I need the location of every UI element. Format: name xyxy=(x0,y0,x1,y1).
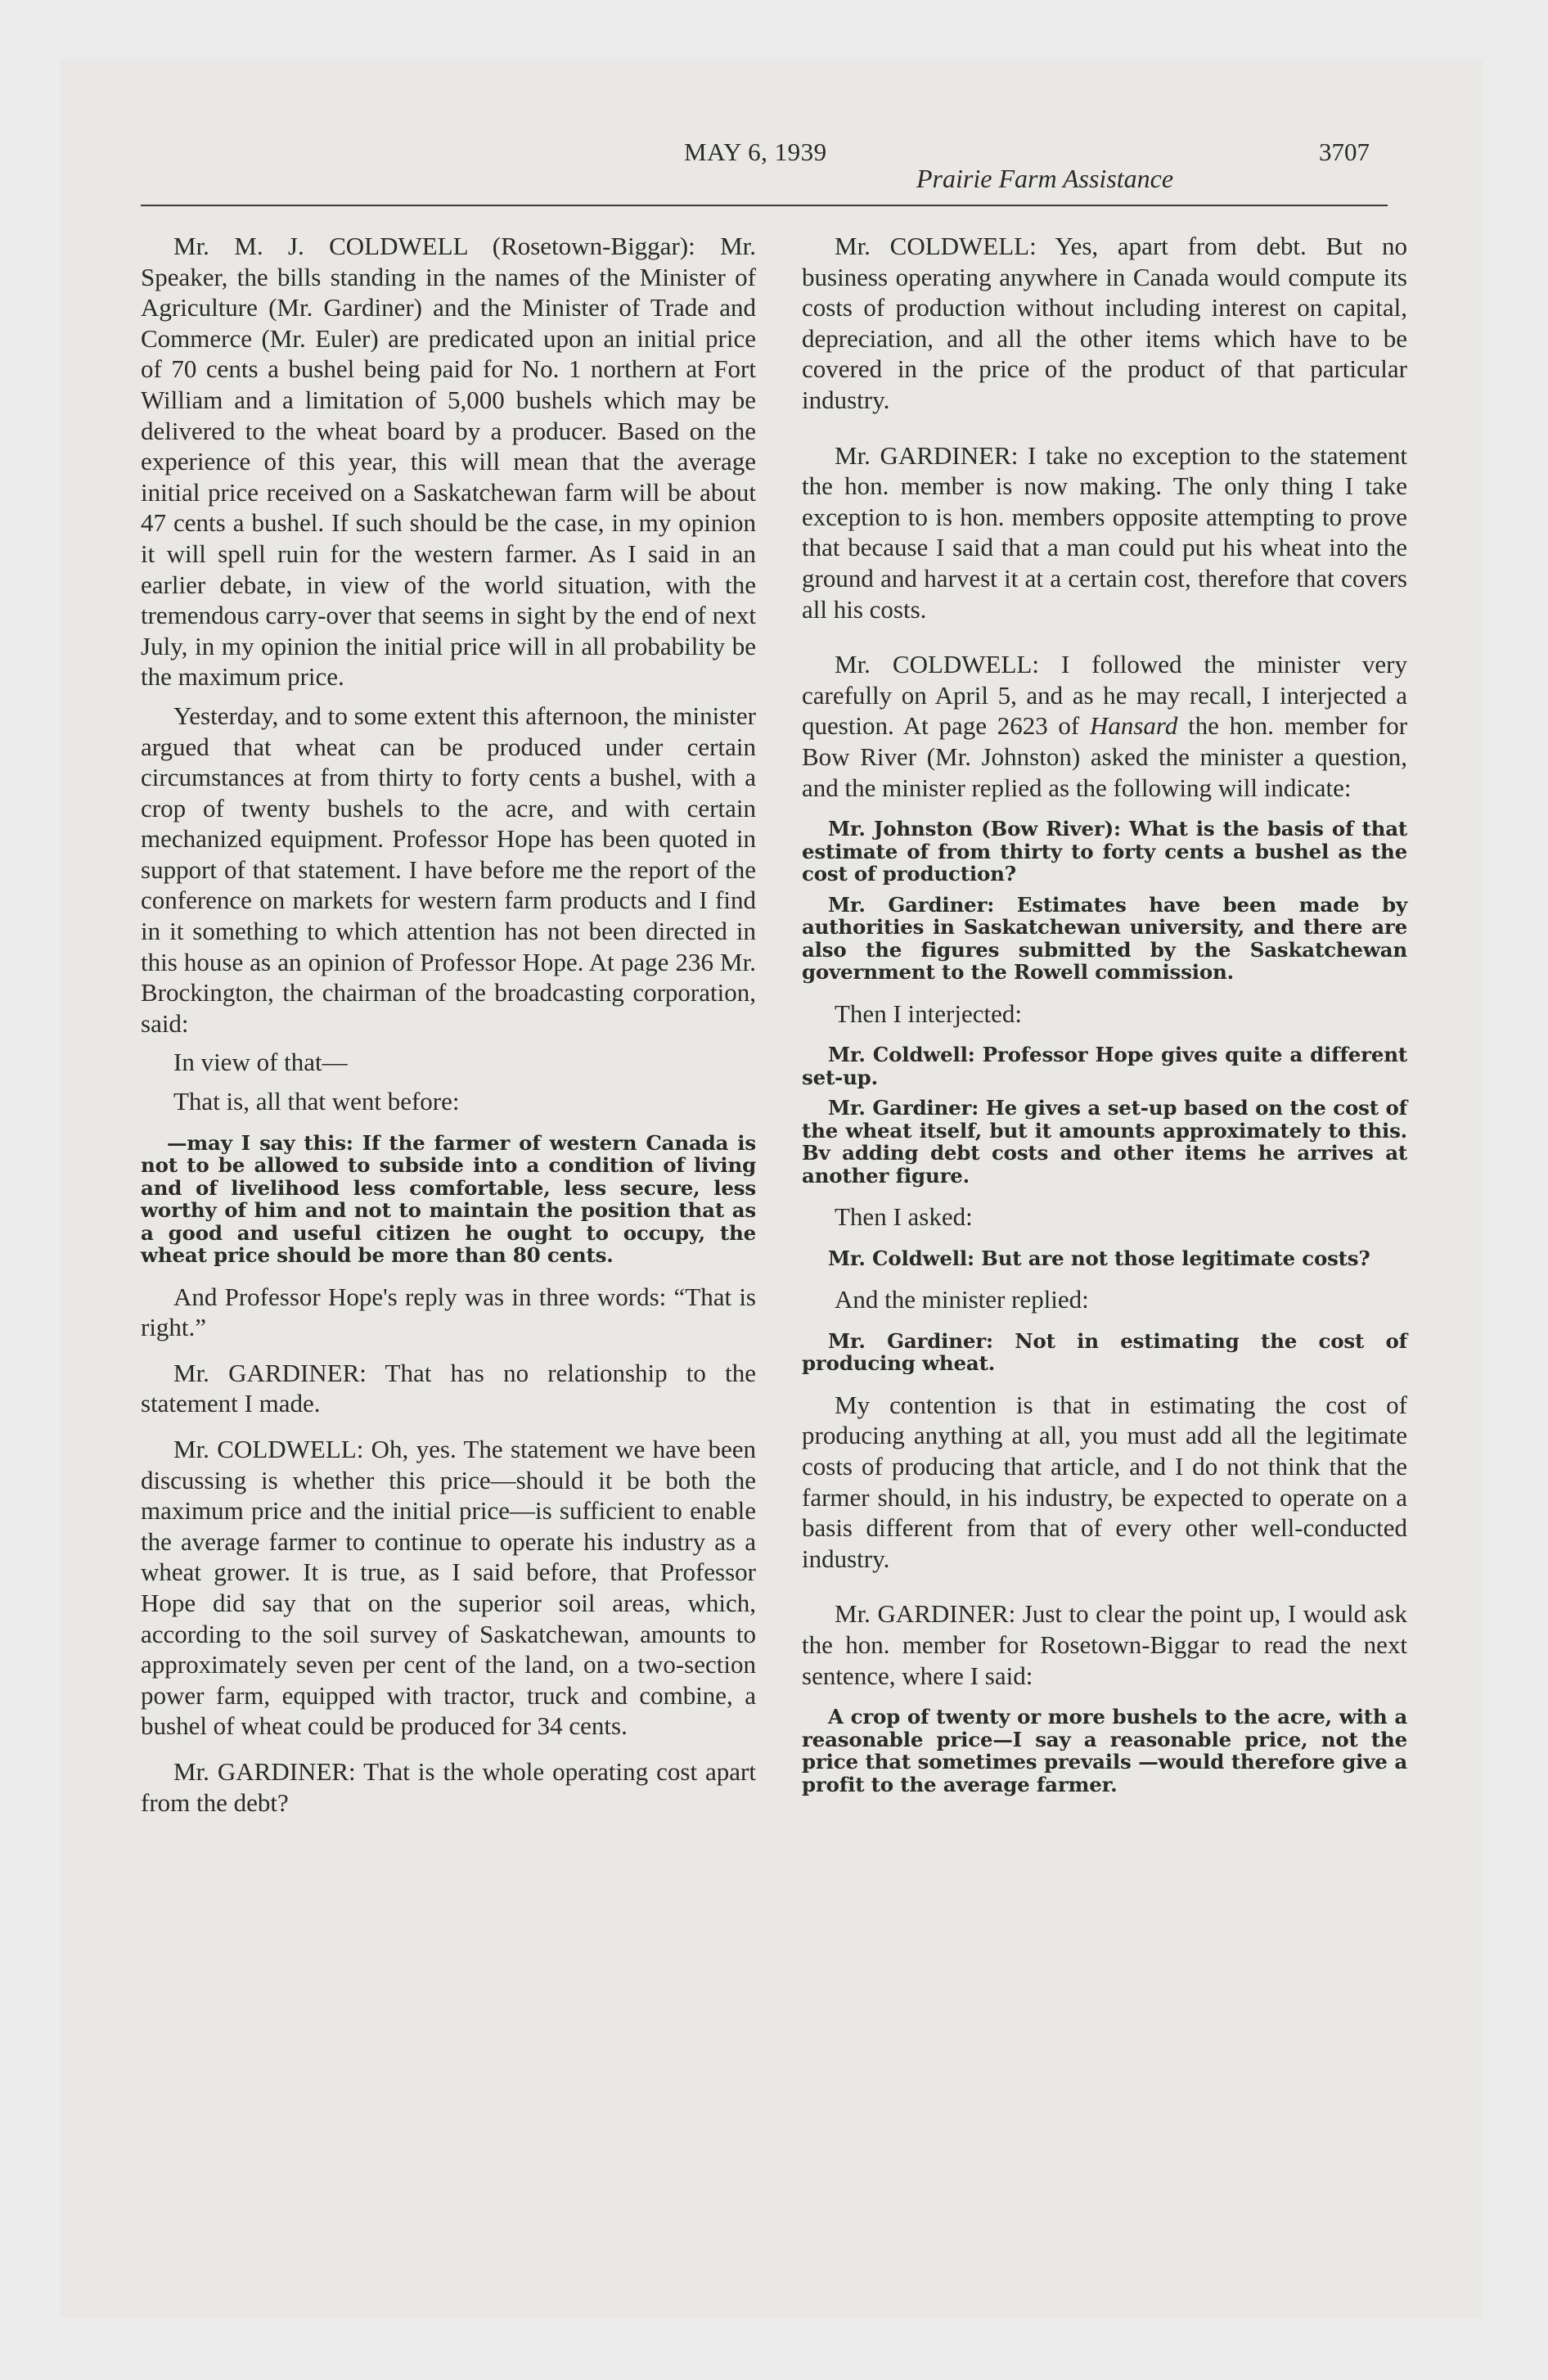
speech-text: Mr. Speaker, the bills standing in the names of the Minister of Agriculture (Mr. Gardiner) and the Minister of Trade and Commerce (Mr. Euler) are predicated upon an initial price of 70 cents a bushel being paid for No. 1 northern at Fort William and a limitation of 5,000 bushels which may be delivered to the wheat board by a producer. Based on the experience of this year, this will mean that the average initial price received on a Saskatchewan farm will be about 47 cents a bushel. If such should be the case, in my opinion it will spell ruin for the western farmer. As I said in an earlier debate, in view of the world situation, with the tremendous carry-over that seems in sight by the end of next July, in my opinion the initial price will in all probability be the maximum price. xyxy=(141,232,756,692)
speech-paragraph xyxy=(802,649,1407,803)
speech-paragraph: Yesterday, and to some extent this afternoon, the minister argued that wheat can be produced under certain circumstances at from thirty to forty cents a bushel, with a crop of twenty bushels to the acre, and with certain mechanized equipment. Professor Hope has been quoted in support of that statement. I have before me the report of the conference on markets for western farm products and I find in it something to which attention has not been directed in this house as an opinion of Professor Hope. At page 236 Mr. Brockington, the chairman of the broadcasting corporation, said: xyxy=(141,701,756,1038)
narrative-line: And the minister replied: xyxy=(835,1285,1089,1314)
quoted-passage: —may I say this: If the farmer of western Canada is not to be allowed to subside into a condition of living and of livelihood less comfortable, less secure, less worthy of him and not to maintain the position that as a good and useful citizen he ought to occupy, the wheat price should be more than 80 cents. xyxy=(141,1130,756,1268)
header-page-number: 3707 xyxy=(1319,137,1370,166)
header-rule xyxy=(141,205,1388,206)
quoted-passage: Mr. Coldwell: But are not those legitimate costs? xyxy=(828,1246,1370,1270)
speech-paragraph: And Professor Hope's reply was in three words: “That is right.” xyxy=(141,1282,756,1342)
right-column xyxy=(802,231,1407,1796)
speech-text: the hon. member for Bow River (Mr. Johnston) asked the minister a question, and the minister replied as the following will indicate: xyxy=(802,711,1408,802)
speech-paragraph xyxy=(141,1358,756,1419)
speech-text: I take no exception to the statement the hon. member is now making. The only thing I take exception to is hon. members opposite attempting to prove that because I said that a man could put his wheat into the ground and harvest it at a certain cost, therefore that covers all his costs. xyxy=(802,440,1408,624)
quoted-passage: A crop of twenty or more bushels to the acre, with a reasonable price—I say a reasonable price, not the price that sometimes prevails —would therefore give a profit to the average farmer. xyxy=(802,1705,1407,1796)
narrative-line: That is, all that went before: xyxy=(173,1087,460,1116)
speech-paragraph xyxy=(141,1434,756,1742)
speech-text: I followed the minister very carefully on April 5, and as he may recall, I interjected a question. At page 2623 of xyxy=(802,650,1408,741)
speaker-name: Mr. COLDWELL: xyxy=(835,232,1037,260)
speech-text: Oh, yes. The statement we have been discussing is whether this price—should it be both the maximum price and the initial price—is sufficient to enable the average farmer to continue to operate his industry as a wheat grower. It is true, as I said before, that Professor Hope did say that on the superior soil areas, which, according to the soil survey of Saskatchewan, amounts to approximately seven per cent of the land, on a two-section power farm, equipped with tractor, truck and combine, a bushel of wheat could be produced for 34 cents. xyxy=(141,1435,756,1741)
speaker-name: Mr. GARDINER: xyxy=(835,1599,1016,1629)
narrative-line: Then I interjected: xyxy=(835,998,1022,1028)
speech-text: That has no relationship to the statement I made. xyxy=(141,1358,756,1418)
speaker-name: Mr. COLDWELL: xyxy=(173,1435,364,1463)
speaker-name: Mr. GARDINER: xyxy=(173,1756,356,1786)
header-date: MAY 6, 1939 xyxy=(684,137,827,166)
narrative-line: Then I asked: xyxy=(835,1202,973,1232)
speaker-name: Mr. GARDINER: xyxy=(835,440,1019,470)
quoted-passage: Mr. Coldwell: Professor Hope gives quite a different set-up. xyxy=(802,1043,1407,1089)
header-topic: Prairie Farm Assistance xyxy=(916,164,1174,193)
speech-text: Just to clear the point up, I would ask the hon. member for Rosetown-Biggar to read the next sentence, where I said: xyxy=(802,1599,1408,1690)
speech-paragraph xyxy=(802,231,1407,416)
quoted-passage: Mr. Gardiner: Not in estimating the cost of producing wheat. xyxy=(802,1328,1407,1376)
speaker-name: Mr. GARDINER: xyxy=(173,1358,367,1387)
speech-paragraph xyxy=(141,1756,756,1818)
quoted-passage: Mr. Johnston (Bow River): What is the basis of that estimate of from thirty to forty cents a bushel as the cost of production? xyxy=(802,817,1407,886)
speech-paragraph: My contention is that in estimating the cost of producing anything at all, you must add all the legitimate costs of producing that article, and I do not think that the farmer should, in his industry, be expected to operate on a basis different from that of every other well-conducted industry. xyxy=(802,1390,1407,1573)
speech-paragraph xyxy=(802,1598,1407,1691)
speaker-name: Mr. M. J. COLDWELL (Rosetown-Biggar): xyxy=(173,232,695,260)
quote-intro: In view of that— xyxy=(173,1048,348,1077)
quoted-passage: Mr. Gardiner: He gives a set-up based on the cost of the wheat itself, but it amounts approximately to this. Bv adding debt costs and other items he arrives at another figure. xyxy=(802,1096,1407,1188)
speech-text: Yes, apart from debt. But no business operating anywhere in Canada would compute its costs of production without including interest on capital, depreciation, and all the other items which have to be covered in the price of the product of that particular industry. xyxy=(802,232,1407,414)
speech-paragraph xyxy=(802,440,1407,625)
hansard-reference: Hansard xyxy=(1089,711,1178,741)
speaker-name: Mr. COLDWELL: xyxy=(835,650,1039,679)
left-column xyxy=(141,231,756,1818)
speech-text: That is the whole operating cost apart from the debt? xyxy=(141,1756,756,1817)
speech-paragraph xyxy=(141,231,756,692)
quoted-passage: Mr. Gardiner: Estimates have been made by authorities in Saskatchewan university, and there are also the figures submitted by the Saskatchewan government to the Rowell commission. xyxy=(802,892,1407,985)
